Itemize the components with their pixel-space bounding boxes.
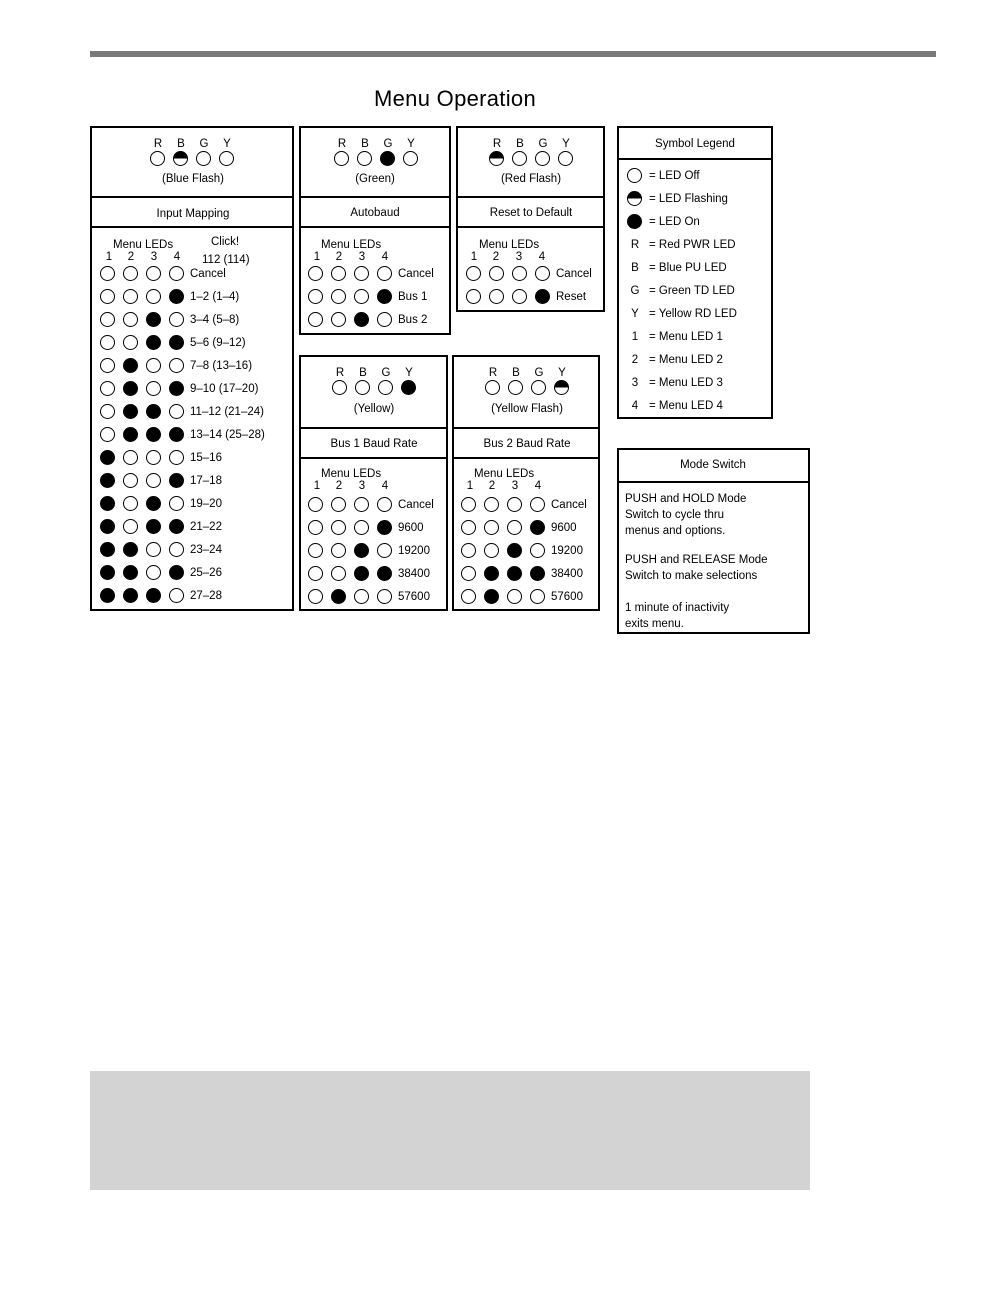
menu-led-2-off <box>484 543 499 558</box>
led-letter-r: R <box>492 138 502 150</box>
option-label: 19200 <box>551 545 583 557</box>
menu-led-4-on <box>377 289 392 304</box>
option-label: 38400 <box>551 568 583 580</box>
menu-led-1-off <box>308 312 323 327</box>
option-label: Cancel <box>190 268 226 280</box>
blue-led-off <box>357 151 372 166</box>
input-status-section <box>92 128 292 196</box>
bus1-panel-title: Bus 1 Baud Rate <box>330 438 418 450</box>
menu-led-2-off <box>331 566 346 581</box>
menu-led-4-off <box>377 589 392 604</box>
menu-led-1-on <box>100 542 115 557</box>
bus2-panel-title: Bus 2 Baud Rate <box>483 438 571 450</box>
menu-led-2-on <box>123 588 138 603</box>
autobaud-panel-title: Autobaud <box>350 207 400 219</box>
input-title-section <box>92 196 292 228</box>
yellow-led-off <box>219 151 234 166</box>
bus2-status-section <box>454 357 598 427</box>
led-letter-y: Y <box>407 138 415 150</box>
page-title: Menu Operation <box>374 86 536 111</box>
option-label: 13–14 (25–28) <box>190 429 265 441</box>
menu-led-3-on <box>507 543 522 558</box>
mode-timeout-text: 1 minute of inactivity exits menu. <box>625 602 730 630</box>
legend-symbol: G <box>630 285 640 297</box>
menu-led-4-off <box>169 266 184 281</box>
option-label: 21–22 <box>190 521 222 533</box>
reset-panel <box>456 126 605 312</box>
menu-led-2-off <box>123 519 138 534</box>
menu-led-2-off <box>331 520 346 535</box>
bus2-menu-section <box>454 457 598 609</box>
autobaud-panel <box>299 126 451 335</box>
led-letter-y: Y <box>558 367 566 379</box>
mode-switch-title: Mode Switch <box>680 459 746 471</box>
led-letter-b: B <box>177 138 185 150</box>
menu-led-2-on <box>484 566 499 581</box>
menu-led-4-on <box>169 519 184 534</box>
yellow-led-off <box>403 151 418 166</box>
green-led-off <box>378 380 393 395</box>
menu-leds-label: Menu LEDs <box>113 239 174 251</box>
menu-leds-label: Menu LEDs <box>474 468 535 480</box>
menu-led-1-off <box>461 589 476 604</box>
menu-led-1-off <box>308 497 323 512</box>
legend-entry-text: = Green TD LED <box>649 285 735 297</box>
legend-entry-text: = Menu LED 3 <box>649 377 723 389</box>
menu-led-4-off <box>169 358 184 373</box>
menu-led-4-off <box>377 312 392 327</box>
input-status-caption: (Blue Flash) <box>162 173 224 185</box>
menu-led-number-4: 4 <box>534 480 542 492</box>
menu-led-2-off <box>489 289 504 304</box>
menu-led-3-off <box>146 473 161 488</box>
menu-led-4-off <box>530 543 545 558</box>
menu-led-4-off <box>377 543 392 558</box>
led-letter-b: B <box>359 367 367 379</box>
menu-led-number-1: 1 <box>105 251 113 263</box>
bus1-status-section <box>301 357 446 427</box>
menu-led-4-off <box>169 588 184 603</box>
menu-led-number-4: 4 <box>538 251 546 263</box>
legend-entry-text: = Red PWR LED <box>649 239 736 251</box>
blue-led-off <box>355 380 370 395</box>
autobaud-menu-section <box>301 226 449 333</box>
bus2-title-section <box>454 427 598 459</box>
legend-entry-text: = LED Off <box>649 170 700 182</box>
menu-led-4-on <box>169 427 184 442</box>
menu-led-number-4: 4 <box>173 251 181 263</box>
legend-entry-text: = Menu LED 1 <box>649 331 723 343</box>
red-led-off <box>332 380 347 395</box>
symbol-legend-panel <box>617 126 773 419</box>
menu-led-1-off <box>100 358 115 373</box>
option-label: 25–26 <box>190 567 222 579</box>
menu-led-number-3: 3 <box>511 480 519 492</box>
menu-led-1-off <box>466 289 481 304</box>
legend-symbol: Y <box>631 308 639 320</box>
menu-led-2-on <box>123 427 138 442</box>
menu-led-1-off <box>466 266 481 281</box>
option-label: 57600 <box>551 591 583 603</box>
menu-led-1-off <box>308 543 323 558</box>
menu-led-3-off <box>354 589 369 604</box>
legend-entries-section <box>619 158 771 417</box>
red-led-off <box>334 151 349 166</box>
led-letter-b: B <box>512 367 520 379</box>
menu-led-2-off <box>331 543 346 558</box>
menu-led-1-off <box>100 335 115 350</box>
mode-release-text: PUSH and RELEASE Mode Switch to make selections <box>625 554 768 582</box>
led-letter-r: R <box>153 138 163 150</box>
option-label: Bus 1 <box>398 291 428 303</box>
menu-led-2-off <box>123 266 138 281</box>
bus1-menu-section <box>301 457 446 609</box>
menu-led-3-on <box>146 496 161 511</box>
menu-led-3-on <box>146 335 161 350</box>
legend-symbol: 3 <box>631 377 639 389</box>
menu-led-2-off <box>123 496 138 511</box>
led-letter-g: G <box>199 138 209 150</box>
menu-led-1-off <box>100 404 115 419</box>
menu-led-3-on <box>146 588 161 603</box>
menu-led-2-off <box>331 497 346 512</box>
menu-led-3-off <box>146 266 161 281</box>
menu-led-3-on <box>354 543 369 558</box>
menu-led-1-off <box>461 497 476 512</box>
menu-led-number-2: 2 <box>335 251 343 263</box>
option-label: Cancel <box>551 499 587 511</box>
led-letter-g: G <box>383 138 393 150</box>
option-label: 15–16 <box>190 452 222 464</box>
menu-led-2-on <box>484 589 499 604</box>
menu-led-3-off <box>507 497 522 512</box>
bus1-baud-panel <box>299 355 448 611</box>
option-label: 9–10 (17–20) <box>190 383 259 395</box>
legend-entry-text: = Blue PU LED <box>649 262 727 274</box>
option-label: Cancel <box>556 268 592 280</box>
menu-led-3-on <box>146 519 161 534</box>
red-led-off <box>150 151 165 166</box>
menu-leds-label: Menu LEDs <box>479 239 540 251</box>
menu-led-4-off <box>377 497 392 512</box>
menu-led-2-off <box>331 266 346 281</box>
menu-led-1-off <box>461 520 476 535</box>
menu-led-4-off <box>530 497 545 512</box>
menu-led-number-1: 1 <box>470 251 478 263</box>
menu-led-2-on <box>123 565 138 580</box>
option-label: 9600 <box>551 522 577 534</box>
menu-led-3-off <box>146 358 161 373</box>
menu-led-1-off <box>461 566 476 581</box>
legend-title-section <box>619 128 771 158</box>
menu-led-number-1: 1 <box>313 480 321 492</box>
option-label: Cancel <box>398 499 434 511</box>
reset-title-section <box>458 196 603 228</box>
yellow-led-on <box>401 380 416 395</box>
menu-led-4-on <box>535 289 550 304</box>
menu-led-1-on <box>100 496 115 511</box>
menu-led-3-on <box>354 312 369 327</box>
option-label: 23–24 <box>190 544 222 556</box>
legend-symbol: 4 <box>631 400 639 412</box>
option-label: 3–4 (5–8) <box>190 314 240 326</box>
menu-led-3-off <box>146 565 161 580</box>
legend-led-flash-icon <box>627 191 642 206</box>
reset-status-section <box>458 128 603 196</box>
menu-led-number-3: 3 <box>358 480 366 492</box>
menu-led-1-on <box>100 450 115 465</box>
menu-led-2-on <box>123 404 138 419</box>
menu-led-4-on <box>169 473 184 488</box>
red-led-off <box>485 380 500 395</box>
menu-leds-label: Menu LEDs <box>321 468 382 480</box>
menu-led-1-off <box>100 381 115 396</box>
menu-led-2-on <box>331 589 346 604</box>
autobaud-status-caption: (Green) <box>355 173 395 185</box>
menu-led-4-off <box>377 266 392 281</box>
menu-led-2-off <box>123 289 138 304</box>
menu-led-2-off <box>123 335 138 350</box>
menu-led-2-off <box>123 450 138 465</box>
menu-led-4-off <box>169 404 184 419</box>
autobaud-status-section <box>301 128 449 196</box>
mode-title-section <box>619 450 808 481</box>
option-label: Cancel <box>398 268 434 280</box>
menu-led-1-off <box>100 312 115 327</box>
menu-led-3-off <box>354 289 369 304</box>
menu-led-3-on <box>146 404 161 419</box>
menu-led-1-off <box>308 266 323 281</box>
green-led-off <box>535 151 550 166</box>
menu-led-number-2: 2 <box>335 480 343 492</box>
mode-body-section <box>619 481 808 632</box>
menu-led-1-on <box>100 588 115 603</box>
menu-led-3-off <box>146 542 161 557</box>
menu-led-1-on <box>100 565 115 580</box>
menu-led-4-off <box>169 496 184 511</box>
yellow-led-off <box>558 151 573 166</box>
led-letter-r: R <box>337 138 347 150</box>
menu-led-4-on <box>169 335 184 350</box>
option-label: 7–8 (13–16) <box>190 360 253 372</box>
legend-led-on-icon <box>627 214 642 229</box>
blue-led-off <box>508 380 523 395</box>
menu-led-4-off <box>535 266 550 281</box>
legend-title: Symbol Legend <box>655 138 735 150</box>
input-menu-section <box>92 226 292 609</box>
bus2-status-caption: (Yellow Flash) <box>491 403 563 415</box>
green-led-on <box>380 151 395 166</box>
legend-entry-text: = Menu LED 4 <box>649 400 723 412</box>
menu-led-number-2: 2 <box>488 480 496 492</box>
blue-led-flash <box>173 151 188 166</box>
reset-panel-title: Reset to Default <box>489 207 573 219</box>
menu-led-1-off <box>308 289 323 304</box>
led-letter-y: Y <box>223 138 231 150</box>
menu-led-number-3: 3 <box>358 251 366 263</box>
menu-led-3-off <box>512 289 527 304</box>
option-label: 57600 <box>398 591 430 603</box>
menu-led-3-on <box>507 566 522 581</box>
menu-led-2-on <box>123 542 138 557</box>
green-led-off <box>531 380 546 395</box>
menu-led-number-4: 4 <box>381 480 389 492</box>
option-label: 27–28 <box>190 590 222 602</box>
led-letter-b: B <box>361 138 369 150</box>
reset-menu-section <box>458 226 603 310</box>
menu-led-3-on <box>146 427 161 442</box>
red-led-flash <box>489 151 504 166</box>
green-led-off <box>196 151 211 166</box>
menu-led-number-3: 3 <box>150 251 158 263</box>
led-letter-b: B <box>516 138 524 150</box>
bus1-status-caption: (Yellow) <box>353 403 395 415</box>
option-label: 1–2 (1–4) <box>190 291 240 303</box>
option-label: 19200 <box>398 545 430 557</box>
menu-led-2-off <box>123 312 138 327</box>
menu-led-3-off <box>512 266 527 281</box>
menu-led-2-off <box>331 289 346 304</box>
menu-led-2-off <box>331 312 346 327</box>
menu-led-2-off <box>489 266 504 281</box>
legend-led-off-icon <box>627 168 642 183</box>
menu-led-number-2: 2 <box>127 251 135 263</box>
menu-led-1-off <box>100 289 115 304</box>
bottom-gray-box <box>90 1071 810 1190</box>
menu-led-1-on <box>100 519 115 534</box>
click-model: 112 (114) <box>202 254 250 266</box>
menu-led-4-on <box>377 520 392 535</box>
menu-led-number-2: 2 <box>492 251 500 263</box>
menu-leds-label: Menu LEDs <box>321 239 382 251</box>
menu-led-4-on <box>530 520 545 535</box>
menu-led-4-on <box>169 289 184 304</box>
reset-status-caption: (Red Flash) <box>500 173 562 185</box>
mode-switch-panel <box>617 448 810 634</box>
menu-led-4-off <box>169 312 184 327</box>
menu-led-3-off <box>507 520 522 535</box>
legend-entry-text: = LED Flashing <box>649 193 728 205</box>
bus2-baud-panel <box>452 355 600 611</box>
menu-led-3-off <box>507 589 522 604</box>
menu-led-1-off <box>308 520 323 535</box>
menu-led-4-on <box>377 566 392 581</box>
option-label: Bus 2 <box>398 314 428 326</box>
legend-symbol: 1 <box>631 331 639 343</box>
menu-led-4-on <box>169 565 184 580</box>
option-label: 19–20 <box>190 498 222 510</box>
option-label: Reset <box>556 291 587 303</box>
led-letter-y: Y <box>405 367 413 379</box>
menu-led-1-off <box>308 566 323 581</box>
menu-led-number-1: 1 <box>466 480 474 492</box>
menu-led-1-off <box>100 427 115 442</box>
top-rule <box>90 51 936 57</box>
legend-symbol: 2 <box>631 354 639 366</box>
legend-entry-text: = Yellow RD LED <box>649 308 737 320</box>
click-label: Click! <box>211 236 240 248</box>
legend-entry-text: = Menu LED 2 <box>649 354 723 366</box>
mode-hold-text: PUSH and HOLD Mode Switch to cycle thru menus and options. <box>625 493 747 537</box>
input-panel-title: Input Mapping <box>156 208 230 220</box>
menu-led-1-off <box>100 266 115 281</box>
yellow-led-flash <box>554 380 569 395</box>
menu-led-2-on <box>123 381 138 396</box>
menu-led-1-off <box>461 543 476 558</box>
led-letter-r: R <box>488 367 498 379</box>
led-letter-y: Y <box>562 138 570 150</box>
option-label: 17–18 <box>190 475 222 487</box>
menu-led-3-off <box>354 520 369 535</box>
menu-led-3-off <box>146 289 161 304</box>
menu-led-3-on <box>354 566 369 581</box>
option-label: 9600 <box>398 522 424 534</box>
menu-led-number-1: 1 <box>313 251 321 263</box>
menu-led-3-off <box>354 266 369 281</box>
input-mapping-panel <box>90 126 294 611</box>
led-letter-g: G <box>538 138 548 150</box>
menu-led-2-off <box>484 520 499 535</box>
bus1-title-section <box>301 427 446 459</box>
menu-led-4-on <box>530 566 545 581</box>
menu-led-4-on <box>169 381 184 396</box>
menu-led-number-3: 3 <box>515 251 523 263</box>
legend-symbol: B <box>631 262 639 274</box>
menu-led-3-off <box>354 497 369 512</box>
menu-led-1-on <box>100 473 115 488</box>
menu-led-2-off <box>484 497 499 512</box>
menu-led-2-off <box>123 473 138 488</box>
led-letter-g: G <box>381 367 391 379</box>
option-label: 38400 <box>398 568 430 580</box>
led-letter-g: G <box>534 367 544 379</box>
option-label: 5–6 (9–12) <box>190 337 246 349</box>
menu-led-3-off <box>146 450 161 465</box>
blue-led-off <box>512 151 527 166</box>
led-letter-r: R <box>335 367 345 379</box>
legend-entry-text: = LED On <box>649 216 700 228</box>
menu-led-3-on <box>146 312 161 327</box>
menu-led-4-off <box>169 542 184 557</box>
autobaud-title-section <box>301 196 449 228</box>
menu-led-1-off <box>308 589 323 604</box>
menu-led-number-4: 4 <box>381 251 389 263</box>
menu-led-2-on <box>123 358 138 373</box>
option-label: 11–12 (21–24) <box>190 406 264 418</box>
legend-symbol: R <box>630 239 640 251</box>
menu-led-4-off <box>530 589 545 604</box>
menu-led-4-off <box>169 450 184 465</box>
menu-led-3-off <box>146 381 161 396</box>
